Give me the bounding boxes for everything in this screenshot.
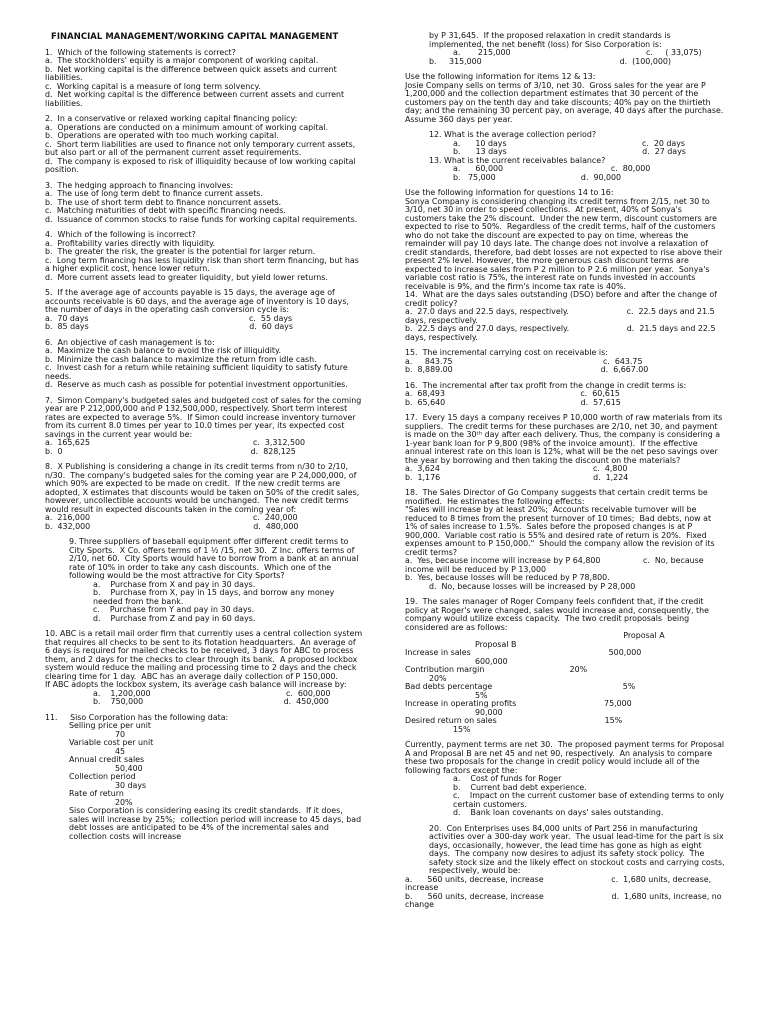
- question-block: [45, 714, 363, 842]
- text-line: 10. ABC is a retail mail order firm that currently uses a central collection system that requires all checks to be sent to its flotation headquarters. An average of 6 days is required for mailed checks to be received, 3 days for ABC to process them, and 2 days for the checks to clear through its bank. A proposed lockbox system would reduce the mailing and processing time to 2 days and the check clearing time for 1 day. ABC has an average daily collection of P 150,000.: [45, 629, 365, 681]
- text-line: a. 560 units, decrease, increase c. 1,680 units, decrease, increase: [405, 874, 714, 892]
- text-line: Collection period: [69, 772, 136, 781]
- text-line: b. 0 d. 828,125: [45, 446, 296, 456]
- text-line: 16. The incremental after tax profit from the change in credit terms is:: [405, 380, 687, 390]
- question-block: [405, 189, 725, 342]
- text-line: b. Yes, because losses will be reduced by P 78,800.: [405, 573, 610, 582]
- text-line: c. Purchase from Y and pay in 30 days.: [93, 605, 255, 614]
- text-line: c. Working capital is a measure of long term solvency.: [45, 81, 261, 91]
- question-block: [405, 131, 725, 182]
- text-line: 600,000: [475, 656, 508, 666]
- text-line: Bad debts percentage 5%: [405, 682, 636, 691]
- text-line: c. Short term liabilities are used to finance not only temporary current assets, but also part or all of the permanent current asset requirements.: [45, 139, 358, 157]
- text-line: 12. What is the average collection period?: [429, 130, 597, 139]
- text-line: b. 750,000 d. 450,000: [93, 697, 329, 706]
- text-line: 7. Simon Company's budgeted sales and budgeted cost of sales for the coming year are P 212,000,000 and P 132,500,000, respectively. Short term interest rates are expected to average 5%. If Simon could increase inventory turnover from its current 8.0 times per year to 10.0 times per year, its expected cost savings in the current year would be:: [45, 395, 364, 439]
- text-line: 13. What is the current receivables balance?: [429, 155, 606, 165]
- question-block: [405, 741, 725, 818]
- text-line: b. 75,000 d. 90,000: [453, 172, 622, 182]
- text-line: 19. The sales manager of Roger Company feels confident that, if the credit policy at Roger's were changed, sales would increase and, consequently, the company would utilize excess capacity. The two credit proposals being considered are as follows:: [405, 597, 712, 632]
- question-block: [45, 231, 363, 282]
- text-line: a. 216,000 c. 240,000: [45, 513, 298, 522]
- text-line: c. Invest cash for a return while retaining sufficient liquidity to satisfy future needs.: [45, 363, 351, 381]
- text-line: d. Reserve as much cash as possible for potential investment opportunities.: [45, 380, 348, 389]
- text-line: d. Purchase from Z and pay in 60 days.: [93, 613, 256, 623]
- text-line: a. 215,000 c. ( 33,075): [453, 48, 702, 57]
- text-line: b. Purchase from X, pay in 15 days, and borrow any money needed from the bank.: [93, 588, 337, 606]
- question-block: [45, 49, 363, 109]
- text-line: 45: [115, 746, 126, 756]
- question-block: [45, 630, 363, 707]
- text-line: 15%: [453, 724, 471, 734]
- text-line: a. 10 days c. 20 days: [453, 138, 686, 148]
- text-line: a. Maximize the cash balance to avoid the risk of illiquidity.: [45, 346, 282, 355]
- question-block: [405, 349, 725, 375]
- text-line: 8. X Publishing is considering a change in its credit terms from n/30 to 2/10, n/30. The company's budgeted sales for the coming year are P 24,000,000, of which 90% are expected to be made on credit. If the new credit terms are adopted, X estimates that discounts would be taken on 50% of the credit sales, however, uncollectible accounts would be unchanged. The new credit terms would result in expected discounts taken in the coming year of:: [45, 462, 362, 514]
- text-line: 15. The incremental carrying cost on receivable is:: [405, 348, 608, 357]
- text-line: a. Operations are conducted on a minimum amount of working capital.: [45, 122, 329, 132]
- text-line: Proposal B: [475, 639, 517, 649]
- text-line: 17. Every 15 days a company receives P 10,000 worth of raw materials from its suppliers. The credit terms for these purchases are 2/10, net 30, and payment is made on the 30ᵗʰ day after each delivery. Thus, the company is considering a 1-year bank loan for P 9,800 (98% of the invoice amount). If the effective annual interest rate on this loan is 12%, what will be the net peso savings over the year by borrowing and then taking the discount on the materials?: [405, 413, 725, 465]
- text-line: a. The use of long term debt to finance current assets.: [45, 189, 263, 198]
- text-line: Proposal A: [405, 631, 665, 640]
- text-line: a. Purchase from X and pay in 30 days.: [93, 579, 256, 589]
- question-block: [45, 339, 363, 390]
- text-line: c. Impact on the current customer base of extending terms to only certain customers.: [453, 791, 727, 809]
- text-line: Siso Corporation is considering easing its credit standards. If it does, sales will increase by 25%; collection period will increase to 45 days, bad debt losses are anticipated to be 4% of the incremental sales and collection costs will increase: [69, 806, 364, 841]
- text-line: Increase in sales 500,000: [405, 648, 642, 657]
- text-line: a. 27.0 days and 22.5 days, respectively. c. 22.5 days and 21.5 days, respectively.: [405, 307, 718, 325]
- text-line: a. 60,000 c. 80,000: [453, 164, 651, 173]
- text-line: c. Matching maturities of debt with specific financing needs.: [45, 206, 286, 215]
- text-line: a. 70 days c. 55 days: [45, 313, 293, 323]
- text-line: "Sales will increase by at least 20%; Accounts receivable turnover will be reduced to 8 times from the present turnover of 10 times; Bad debts, now at 1% of sales increase to 1.5%. Sales before the proposed changes is at P 900,000. Variable cost ratio is 55% and desired rate of return is 20%. Fixed expenses amount to P 150,000." Should the company allow the revision of its credit terms?: [405, 505, 718, 557]
- text-line: b. 8,889.00 d. 6,667.00: [405, 365, 649, 374]
- question-block: [45, 538, 363, 623]
- question-block: [45, 397, 363, 457]
- text-line: a. 165,625 c. 3,312,500: [45, 438, 306, 447]
- text-line: a. Yes, because income will increase by P 64,800 c. No, because income will be reduced by P 13,000: [405, 556, 707, 574]
- text-line: Rate of return: [69, 789, 124, 798]
- text-line: Currently, payment terms are net 30. The proposed payment terms for Proposal A and Proposal B are net 45 and net 90, respectively. An analysis to compare these two proposals for the change in credit policy would include all of the following factors except the:: [405, 740, 727, 775]
- question-block: [45, 289, 363, 332]
- text-line: Sonya Company is considering changing its credit terms from 2/15, net 30 to 3/10, net 30 in order to speed collections. At present, 40% of Sonya's customers take the 2% discount. Under the new term, discount customers are expected to rise to 50%. Regardless of the credit terms, half of the customers who do not take the discount are expected to pay on time, whereas the remainder will pay 10 days late. The change does not involve a relaxation of credit standards, therefore, bad debt losses are not expected to rise above their present 2% level. However, the more generous cash discount terms are expected to increase sales from P 2 million to P 2.6 million per year. Sonya's variable cost ratio is 75%, the interest rate on funds invested in accounts receivable is 9%, and the firm's income tax rate is 40%.: [405, 196, 725, 291]
- question-block: [405, 489, 725, 591]
- text-line: Contribution margin 20%: [405, 665, 588, 674]
- question-block: [405, 382, 725, 408]
- text-line: a. 843.75 c. 643.75: [405, 356, 643, 366]
- text-line: 5. If the average age of accounts payable is 15 days, the average age of accounts receivable is 60 days, and the average age of inventory is 10 days, the number of days in the operating cash conversion cycle is:: [45, 288, 352, 314]
- text-line: 5%: [475, 690, 488, 700]
- text-line: d. More current assets lead to greater liquidity, but yield lower returns.: [45, 272, 328, 282]
- text-line: 4. Which of the following is incorrect?: [45, 230, 196, 239]
- text-line: b. The use of short term debt to finance noncurrent assets.: [45, 197, 282, 207]
- text-line: Use the following information for items 12 & 13:: [405, 72, 596, 81]
- text-line: b. 85 days d. 60 days: [45, 322, 293, 331]
- text-line: d. No, because losses will be increased by P 28,000: [429, 581, 636, 591]
- text-line: 2. In a conservative or relaxed working capital financing policy:: [45, 114, 298, 123]
- text-line: a. 3,624 c. 4,800: [405, 464, 628, 473]
- text-line: 20%: [115, 797, 133, 807]
- text-line: 70: [115, 729, 126, 739]
- question-block: [405, 32, 725, 66]
- text-line: 90,000: [475, 707, 503, 717]
- text-line: 18. The Sales Director of Go Company suggests that certain credit terms be modified. He estimates the following effects:: [405, 488, 711, 506]
- text-line: b. 432,000 d. 480,000: [45, 521, 299, 531]
- text-line: Selling price per unit: [69, 721, 152, 730]
- text-line: 14. What are the days sales outstanding (DSO) before and after the change of credit policy?: [405, 290, 720, 308]
- text-line: d. Bank loan covenants on days' sales outstanding.: [453, 808, 664, 817]
- text-line: b. The greater the risk, the greater is the potential for larger return.: [45, 247, 316, 256]
- text-line: b. Net working capital is the difference between quick assets and current liabilities.: [45, 64, 340, 82]
- question-block: [405, 72, 729, 124]
- text-line: d. Issuance of common stocks to raise funds for working capital requirements.: [45, 214, 358, 224]
- text-line: a. The stockholders' equity is a major component of working capital.: [45, 56, 319, 65]
- text-line: b. 560 units, decrease, increase d. 1,680 units, increase, no change: [405, 891, 725, 909]
- text-line: 6. An objective of cash management is to:: [45, 337, 215, 347]
- text-line: b. Current bad debt experience.: [453, 782, 587, 792]
- text-line: a. 1,200,000 c. 600,000: [93, 688, 331, 698]
- text-line: a. Cost of funds for Roger: [453, 774, 562, 783]
- text-line: Annual credit sales: [69, 755, 145, 764]
- text-line: 9. Three suppliers of baseball equipment offer different credit terms to City Sports. X Co. offers terms of 1 ½ /15, net 30. Z Inc. offers terms of 2/10, net 60. City Sports would have to borrow from a bank at an annual rate of 10% in order to take any cash discounts. Which one of the following would be the most attractive for City Sports?: [69, 537, 361, 580]
- right-column: [405, 31, 729, 917]
- document-title: FINANCIAL MANAGEMENT/WORKING CAPITAL MANAGEMENT: [51, 31, 339, 41]
- text-line: Use the following information for questions 14 to 16:: [405, 188, 614, 197]
- text-line: by P 31,645. If the proposed relaxation in credit standards is implemented, the net benefit (loss) for Siso Corporation is:: [429, 31, 674, 49]
- question-block: [405, 823, 728, 910]
- text-line: 50,400: [115, 763, 143, 773]
- text-line: d. Net working capital is the difference between current assets and current liabilities.: [45, 90, 347, 108]
- text-line: b. 1,176 d. 1,224: [405, 472, 629, 482]
- text-line: If ABC adopts the lockbox system, its average cash balance will increase by:: [45, 680, 347, 689]
- text-line: a. 68,493 c. 60,615: [405, 389, 620, 398]
- text-line: a. Profitability varies directly with liquidity.: [45, 238, 216, 248]
- text-line: 1. Which of the following statements is correct?: [45, 47, 236, 57]
- text-line: b. 13 days d. 27 days: [453, 147, 686, 156]
- text-line: b. 315,000 d. (100,000): [429, 56, 671, 66]
- text-line: Increase in operating profits 75,000: [405, 699, 632, 708]
- text-line: 3. The hedging approach to financing involves:: [45, 180, 234, 190]
- text-line: d. The company is exposed to risk of illiquidity because of low working capital position.: [45, 156, 359, 174]
- question-block: [45, 182, 363, 225]
- question-block: [405, 598, 725, 734]
- text-line: b. Operations are operated with too much working capital.: [45, 131, 279, 140]
- question-block: [405, 414, 725, 482]
- text-line: c. Long term financing has less liquidity risk than short term financing, but has a higher explicit cost, hence lower return.: [45, 255, 362, 273]
- text-line: 30 days: [115, 780, 147, 790]
- text-line: Desired return on sales 15%: [405, 716, 623, 725]
- text-line: b. 22.5 days and 27.0 days, respectively. d. 21.5 days and 22.5 days, respectively.: [405, 324, 718, 342]
- text-line: 11. Siso Corporation has the following data:: [45, 712, 229, 722]
- text-line: b. Minimize the cash balance to maximize the return from idle cash.: [45, 354, 317, 364]
- text-line: Variable cost per unit: [69, 738, 154, 747]
- left-column: [45, 32, 363, 848]
- question-block: [45, 115, 363, 175]
- question-block: [45, 463, 363, 531]
- text-line: Josie Company sells on terms of 3/10, net 30. Gross sales for the year are P 1,200,000 and the collection department estimates that 30 percent of the customers pay on the tenth day and take discounts; 40% pay on the thirtieth day; and the remaining 30 percent pay, on average, 40 days after the purchase. Assume 360 days per year.: [405, 80, 729, 124]
- text-line: 20. Con Enterprises uses 84,000 units of Part 256 in manufacturing activities over a 300-day work year. The usual lead-time for the part is six days, occasionally, however, the lead time has gone as high as eight days. The company now desires to adjust its safety stock policy. The safety stock size and the likely effect on stockout costs and carrying costs, respectively, would be:: [429, 823, 728, 875]
- text-line: b. 65,640 d. 57,615: [405, 397, 621, 407]
- text-line: 20%: [429, 673, 447, 683]
